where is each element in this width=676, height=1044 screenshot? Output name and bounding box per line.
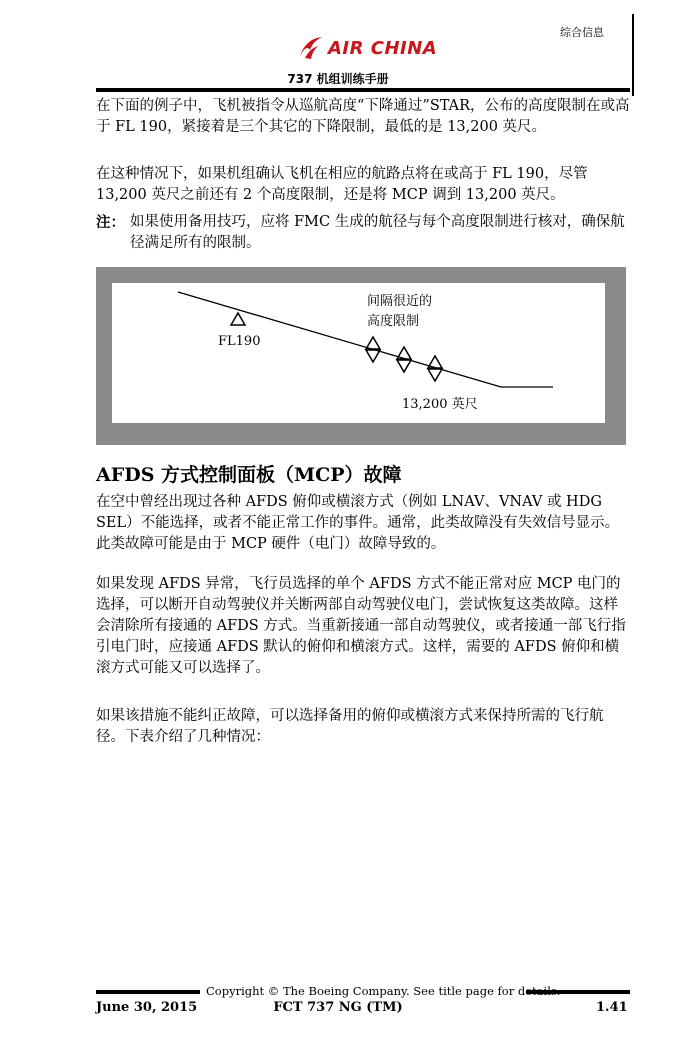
paragraph-mcp-failure: 在空中曾经出现过各种 AFDS 俯仰或横滚方式（例如 LNAV、VNAV 或 HDG SEL）不能选择，或者不能正常工作的事件。通常，此类故障没有失效信号显示。此类故障可能是由于 MCP 硬件（电门）故障导致的。 xyxy=(96,494,620,552)
descent-profile-figure xyxy=(96,267,626,445)
copyright-notice: Copyright © The Boeing Company. See title page for details. xyxy=(206,984,561,998)
note-text: 如果使用备用技巧，应将 FMC 生成的航径与每个高度限制进行核对，确保航径满足所有的限制。 xyxy=(130,214,625,251)
footer-rule-left xyxy=(96,990,200,994)
figure-canvas xyxy=(112,283,605,423)
page-number: 1.41 xyxy=(596,1000,628,1015)
footer-date: June 30, 2015 xyxy=(96,1000,198,1015)
descent-profile-diagram xyxy=(112,283,605,423)
paragraph-recovery: 如果发现 AFDS 异常，飞行员选择的单个 AFDS 方式不能正常对应 MCP 电门的选择，可以断开自动驾驶仪并关断两部自动驾驶仪电门，尝试恢复这类故障。这样会清除所有接通的 AFDS 方式。当重新接通一部自动驾驶仪，或者接通一部飞行指引电门时，应接通 AFDS 默认的俯仰和横滚方式。这样，需要的 AFDS 俯仰和横滚方式可能又可以选择了。 xyxy=(96,576,626,676)
footer-document-id: FCT 737 NG (TM) xyxy=(273,1000,403,1015)
at-or-above-triangle-icon xyxy=(231,313,245,325)
note-label: 注： xyxy=(96,214,125,231)
phoenix-icon xyxy=(296,34,324,62)
closely-spaced-label-2: 高度限制 xyxy=(367,314,420,329)
fl190-label: FL190 xyxy=(218,334,261,349)
constraint-marker-icon-1 xyxy=(366,337,380,362)
brand-name: AIR CHINA xyxy=(328,37,438,59)
paragraph-alternate: 如果该措施不能纠正故障，可以选择备用的俯仰或横滚方式来保持所需的飞行航径。下表介绍了几种情况： xyxy=(96,708,604,745)
air-china-logo xyxy=(296,34,437,62)
header-rule xyxy=(96,88,630,92)
manual-title: 737 机组训练手册 xyxy=(287,72,389,86)
section-heading: AFDS 方式控制面板（MCP）故障 xyxy=(96,464,402,486)
paragraph-case: 在这种情况下，如果机组确认飞机在相应的航路点将在或高于 FL 190，尽管 13,200 英尺之前还有 2 个高度限制，还是将 MCP 调到 13,200 英尺。 xyxy=(96,166,588,203)
note-block xyxy=(96,212,630,254)
constraint-marker-icon-3 xyxy=(428,356,442,381)
paragraph-example: 在下面的例子中，飞机被指令从巡航高度“下降通过”STAR，公布的高度限制在或高于 FL 190，紧接着是三个其它的下降限制，最低的是 13,200 英尺。 xyxy=(96,98,630,135)
closely-spaced-label-1: 间隔很近的 xyxy=(367,294,433,309)
altitude-13200-label: 13,200 英尺 xyxy=(402,397,478,412)
section-tag: 综合信息 xyxy=(560,26,604,39)
constraint-marker-icon-2 xyxy=(397,347,411,372)
